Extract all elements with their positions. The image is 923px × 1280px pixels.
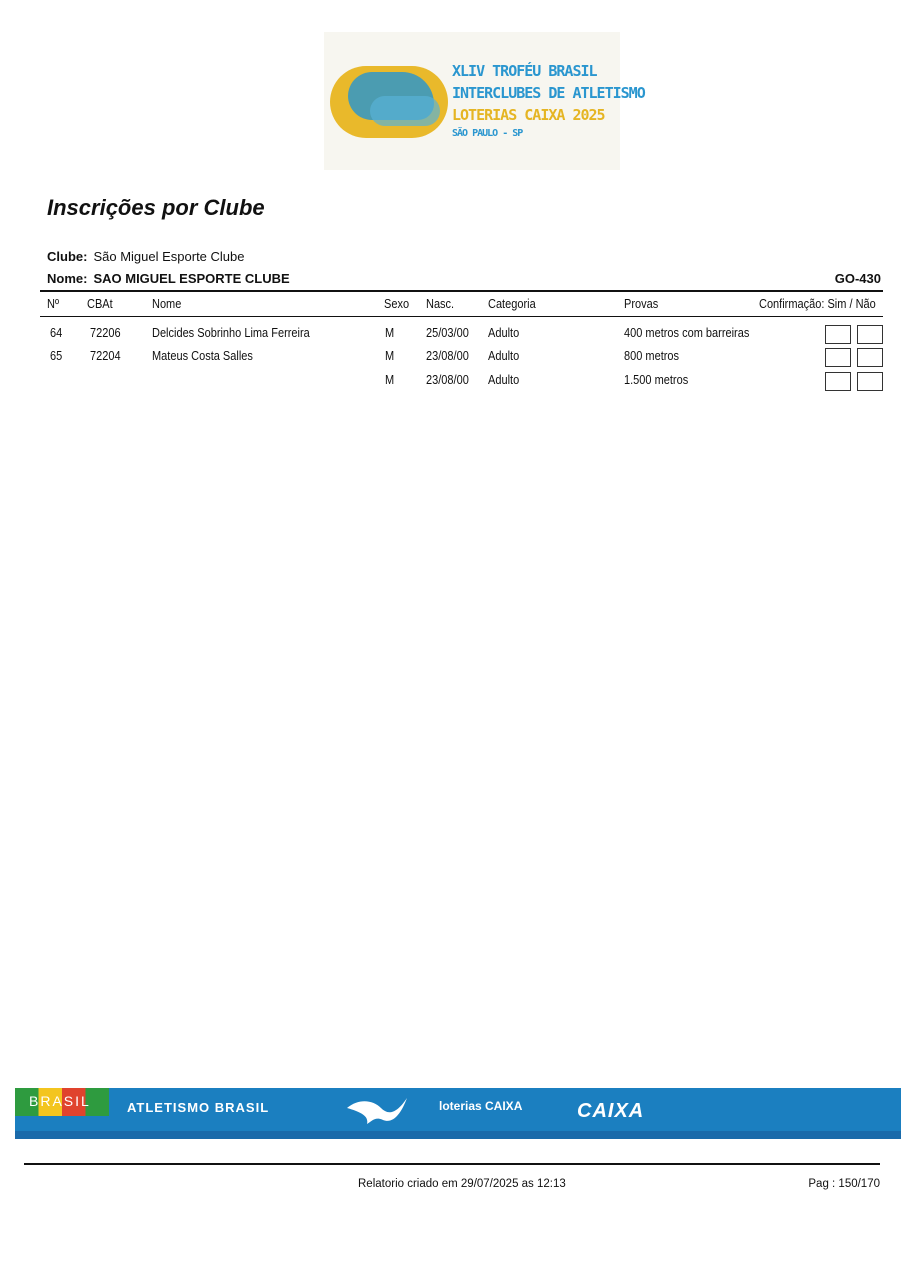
row-categoria: Adulto <box>488 326 520 340</box>
confirm-sim-checkbox[interactable] <box>825 372 851 391</box>
row-provas: 800 metros <box>624 349 680 363</box>
loterias-caixa-logo: loterias CAIXA <box>439 1099 523 1113</box>
confirm-nao-checkbox[interactable] <box>857 348 883 367</box>
header-sexo: Sexo <box>384 297 410 311</box>
footer-divider <box>24 1163 880 1165</box>
header-confirmacao: Confirmação: Sim / Não <box>759 297 876 311</box>
nome-info <box>47 271 290 286</box>
row-categoria: Adulto <box>488 373 520 387</box>
runner-graphic <box>330 66 448 138</box>
header-nome: Nome <box>152 297 182 311</box>
logo-line-1: XLIV TROFÉU BRASIL <box>452 62 597 80</box>
row-sexo: M <box>385 373 395 387</box>
logo-line-4: SÃO PAULO - SP <box>452 128 523 139</box>
row-sexo: M <box>385 326 395 340</box>
row-num: 64 <box>50 326 63 340</box>
clube-label: Clube: <box>47 249 88 264</box>
governo-federal-logo: BRASIL <box>15 1088 109 1116</box>
confirm-sim-checkbox[interactable] <box>825 325 851 344</box>
page-number: Pag : 150/170 <box>808 1178 880 1190</box>
header-categoria: Categoria <box>488 297 536 311</box>
row-categoria: Adulto <box>488 349 520 363</box>
row-nasc: 23/08/00 <box>426 349 469 363</box>
row-nasc: 23/08/00 <box>426 373 469 387</box>
nome-value: SAO MIGUEL ESPORTE CLUBE <box>93 271 290 286</box>
logo-line-2: INTERCLUBES DE ATLETISMO <box>452 84 645 102</box>
caixa-logo: CAIXA <box>577 1100 645 1122</box>
club-code: GO-430 <box>834 271 881 286</box>
row-nome: Delcides Sobrinho Lima Ferreira <box>152 326 310 340</box>
row-provas: 400 metros com barreiras <box>624 326 750 340</box>
header-divider <box>40 290 883 292</box>
confirm-sim-checkbox[interactable] <box>825 348 851 367</box>
row-num: 65 <box>50 349 63 363</box>
clube-info <box>47 249 244 264</box>
puma-logo <box>345 1094 409 1133</box>
row-sexo: M <box>385 349 395 363</box>
header-num: Nº <box>47 297 59 311</box>
row-cbat: 72204 <box>90 349 121 363</box>
report-created-text: Relatorio criado em 29/07/2025 as 12:13 <box>358 1178 566 1190</box>
row-provas: 1.500 metros <box>624 373 689 387</box>
nome-label: Nome: <box>47 271 88 286</box>
row-nome: Mateus Costa Salles <box>152 349 253 363</box>
confirm-nao-checkbox[interactable] <box>857 325 883 344</box>
header-cbat: CBAt <box>87 297 113 311</box>
event-logo <box>324 32 645 170</box>
sponsor-banner <box>15 1088 901 1139</box>
table-header-divider <box>40 316 883 317</box>
clube-value: São Miguel Esporte Clube <box>93 249 245 264</box>
row-cbat: 72206 <box>90 326 121 340</box>
header-provas: Provas <box>624 297 659 311</box>
row-nasc: 25/03/00 <box>426 326 469 340</box>
header-nasc: Nasc. <box>426 297 455 311</box>
confirm-nao-checkbox[interactable] <box>857 372 883 391</box>
atletismo-brasil-logo: ATLETISMO BRASIL <box>127 1100 270 1115</box>
page-title: Inscrições por Clube <box>47 195 265 220</box>
logo-line-3: LOTERIAS CAIXA 2025 <box>452 106 605 124</box>
